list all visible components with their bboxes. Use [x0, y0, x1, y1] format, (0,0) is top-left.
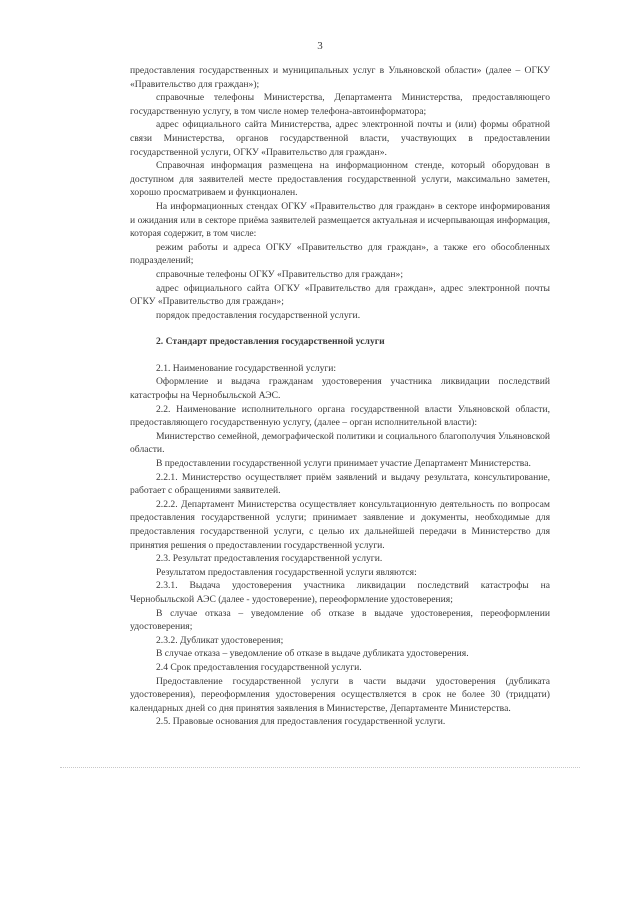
paragraph: адрес официального сайта ОГКУ «Правительство для граждан», адрес электронной почты ОГКУ «Правительство для граждан»; — [130, 282, 550, 308]
paragraph: 2.4 Срок предоставления государственной услуги. — [156, 661, 362, 673]
section-paragraphs — [130, 362, 550, 729]
paragraph: В случае отказа – уведомление об отказе в выдаче дубликата удостоверения. — [156, 648, 469, 660]
page-number: 3 — [317, 40, 323, 52]
paragraph: 2.1. Наименование государственной услуги: — [156, 362, 337, 374]
paragraph: Справочная информация размещена на информационном стенде, который оборудован в доступном для заявителей месте предоставления государственной услуги, максимально заметен, хорошо просматриваем и функционален. — [130, 160, 550, 199]
paragraph: На информационных стендах ОГКУ «Правительство для граждан» в секторе информирования и ожидания или в секторе приёма заявителей размещается актуальная и исчерпывающая информация, которая содержит, в том числе: — [130, 200, 550, 240]
paragraph: 2.2.2. Департамент Министерства осуществляет консультационную деятельность по вопросам предоставления государственной услуги; принимает заявление и документы, необходимые для предоставления государственной услуги, с целью их дальнейшей передачи в Министерство для принятия решения о предоставлении государственной услуги. — [130, 498, 550, 551]
spacer — [130, 349, 550, 362]
paragraph: режим работы и адреса ОГКУ «Правительство для граждан», а также его обособленных подразделений; — [130, 241, 550, 267]
paragraph: В предоставлении государственной услуги принимает участие Департамент Министерства. — [156, 458, 531, 470]
paragraph: 2.5. Правовые основания для предоставления государственной услуги. — [156, 716, 446, 728]
document-body — [130, 64, 550, 729]
paragraph: справочные телефоны ОГКУ «Правительство для граждан»; — [156, 268, 404, 280]
paragraph: Министерство семейной, демографической политики и социального благополучия Ульяновской области. — [130, 430, 550, 456]
paragraph: Оформление и выдача гражданам удостоверения участника ликвидации последствий катастрофы на Чернобыльской АЭС. — [130, 376, 550, 402]
spacer — [130, 322, 550, 335]
paragraph: справочные телефоны Министерства, Департамента Министерства, предоставляющего государственную услугу, в том числе номер телефона-автоинформатора; — [130, 92, 550, 117]
intro-paragraphs — [130, 64, 550, 322]
paragraph: 2.2.1. Министерство осуществляет приём заявлений и выдачу результата, консультирование, работает с обращениями заявителей. — [130, 471, 550, 497]
footer-dotted-line — [60, 767, 580, 768]
paragraph: 2.3.2. Дубликат удостоверения; — [156, 634, 284, 646]
paragraph: адрес официального сайта Министерства, адрес электронной почты и (или) формы обратной связи Министерства, органов государственной власти, участвующих в предоставлении государственной услуги, ОГКУ «Правительство для граждан». — [130, 119, 550, 158]
paragraph: Предоставление государственной услуги в части выдачи удостоверения (дубликата удостоверения), переоформления удостоверения осуществляется в срок не более 30 (тридцати) календарных дней со дня принятия заявления в Министерстве, Департаменте Министерства. — [130, 675, 550, 714]
paragraph: 2.3.1. Выдача удостоверения участника ликвидации последствий катастрофы на Чернобыльской АЭС (далее - удостоверение), переоформление удостоверения; — [130, 580, 550, 605]
paragraph: 2.3. Результат предоставления государственной услуги. — [156, 553, 383, 565]
paragraph: Результатом предоставления государственной услуги являются: — [156, 566, 417, 578]
paragraph: предоставления государственных и муниципальных услуг в Ульяновской области» (далее – ОГКУ «Правительство для граждан»); — [130, 65, 550, 90]
paragraph: В случае отказа – уведомление об отказе в выдаче удостоверения, переоформлении удостоверения; — [130, 607, 550, 633]
paragraph: 2.2. Наименование исполнительного органа государственной власти Ульяновской области, предоставляющего государственную услугу, (далее – орган исполнительной власти): — [130, 403, 550, 429]
paragraph: порядок предоставления государственной услуги. — [156, 309, 361, 321]
section-heading: 2. Стандарт предоставления государственной услуги — [156, 336, 385, 348]
